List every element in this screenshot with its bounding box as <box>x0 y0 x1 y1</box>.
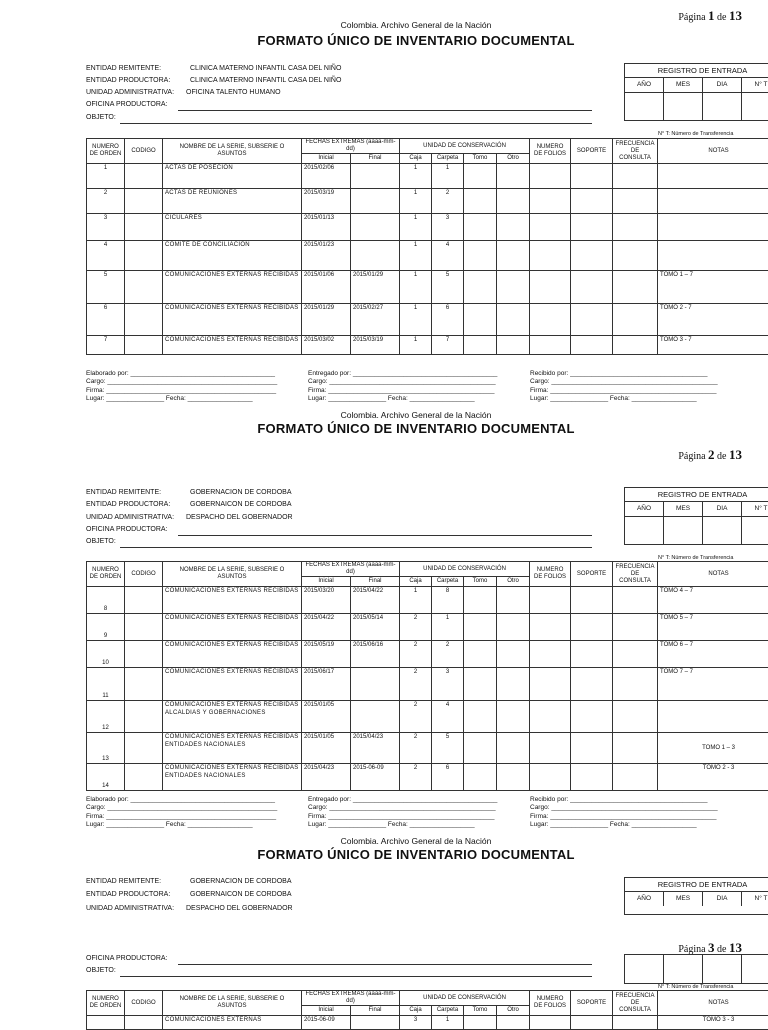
registro-entrada-box <box>624 63 768 121</box>
page-number: Página 1 de 13 <box>678 8 742 24</box>
registro-entrada-title: REGISTRO DE ENTRADA <box>625 488 768 502</box>
reg-col-dia: DIA <box>703 502 742 516</box>
th-numero-folios: NUMERO DE FOLIOS <box>530 991 571 1016</box>
table-row: 1 ACTAS DE POSECION 2015/02/06 1 1 <box>87 164 768 189</box>
th-tomo: Tomo <box>464 1006 497 1016</box>
table-row: 14 COMUNICACIONES EXTERNAS RECIBIDAS ENTIDADES NACIONALES 2015/04/23 2015-06-09 2 6 TOMO 2 - 3 <box>87 764 768 791</box>
registro-entrada-title: REGISTRO DE ENTRADA <box>625 878 768 892</box>
registro-entrada-box <box>624 877 768 915</box>
table-row: 13 COMUNICACIONES EXTERNAS RECIBIDAS ENTIDADES NACIONALES 2015/01/05 2015/04/23 2 5 TOMO 1 – 3 <box>87 733 768 764</box>
objeto-line <box>120 976 592 977</box>
footer-elaborado: Elaborado por: ________________________________________ Cargo: _______________________________________________ Firma: _______________________________________________ Lugar: ________________ Fecha: __________________ <box>86 796 277 829</box>
th-final: Final <box>351 577 400 587</box>
document-title: FORMATO ÚNICO DE INVENTARIO DOCUMENTAL <box>0 421 768 436</box>
table-row: 12 COMUNICACIONES EXTERNAS RECIBIDAS ALCALDIAS Y GOBERNACIONES 2015/01/05 2 4 <box>87 701 768 733</box>
entidad-productora: ENTIDAD PRODUCTORA: CLINICA MATERNO INFANTIL CASA DEL NIÑO <box>86 77 170 84</box>
table-row: 10 COMUNICACIONES EXTERNAS RECIBIDAS 2015/05/19 2015/06/16 2 2 TOMO 6 – 7 <box>87 641 768 668</box>
archive-header: Colombia. Archivo General de la Nación <box>0 20 768 30</box>
objeto: OBJETO: <box>86 538 116 545</box>
entidad-remitente: ENTIDAD REMITENTE: GOBERNACION DE CORDOBA <box>86 489 161 496</box>
archive-header: Colombia. Archivo General de la Nación <box>0 836 768 846</box>
table-row: 4 COMITE DE CONCILIACION 2015/01/23 1 4 <box>87 241 768 271</box>
th-unidad-conservacion: UNIDAD DE CONSERVACIÓN <box>400 562 530 577</box>
entidad-productora: ENTIDAD PRODUCTORA: GOBERNAICON DE CORDOBA <box>86 891 170 898</box>
nt-note: N° T: Número de Transferencia <box>658 984 733 990</box>
table-row: 6 COMUNICACIONES EXTERNAS RECIBIDAS 2015/01/29 2015/02/27 1 6 TOMO 2 - 7 <box>87 304 768 336</box>
footer-entregado: Entregado por: ________________________________________ Cargo: ______________________________________________ Firma: ______________________________________________ Lugar: ________________ Fecha: __________________ <box>308 370 497 403</box>
oficina-productora: OFICINA PRODUCTORA: <box>86 101 168 108</box>
th-caja: Caja <box>400 577 432 587</box>
th-carpeta: Carpeta <box>432 154 464 164</box>
entidad-remitente: ENTIDAD REMITENTE: GOBERNACION DE CORDOBA <box>86 878 161 885</box>
table-row: COMUNICACIONES EXTERNAS 2015-06-09 3 1 TOMO 3 - 3 <box>87 1016 768 1030</box>
reg-col-mes: MES <box>664 502 703 516</box>
th-frecuencia: FRECUENCIA DE CONSULTA <box>613 139 658 164</box>
th-otro: Otro <box>497 154 530 164</box>
reg-col-ano: AÑO <box>625 502 664 516</box>
footer-entregado: Entregado por: ________________________________________ Cargo: ______________________________________________ Firma: ______________________________________________ Lugar: ________________ Fecha: __________________ <box>308 796 497 829</box>
reg-col-dia: DIA <box>703 892 742 906</box>
th-final: Final <box>351 1006 400 1016</box>
unidad-administrativa: UNIDAD ADMINISTRATIVA: DESPACHO DEL GOBERNADOR <box>86 905 174 912</box>
th-numero-orden: NUMERO DE ORDEN <box>87 139 125 164</box>
oficina-productora-line <box>178 964 592 965</box>
nt-note: N° T: Número de Transferencia <box>658 555 733 561</box>
th-otro: Otro <box>497 1006 530 1016</box>
th-codigo: CODIGO <box>125 991 163 1016</box>
th-tomo: Tomo <box>464 154 497 164</box>
th-otro: Otro <box>497 577 530 587</box>
th-nombre-serie: NOMBRE DE LA SERIE, SUBSERIE O ASUNTOS <box>163 139 302 164</box>
footer-recibido: Recibido por: ______________________________________ Cargo: ______________________________________________ Firma: ______________________________________________ Lugar: ________________ Fecha: __________________ <box>530 796 718 829</box>
document-title: FORMATO ÚNICO DE INVENTARIO DOCUMENTAL <box>0 33 768 48</box>
th-nombre-serie: NOMBRE DE LA SERIE, SUBSERIE O ASUNTOS <box>163 562 302 587</box>
unidad-administrativa: UNIDAD ADMINISTRATIVA: DESPACHO DEL GOBERNADOR <box>86 514 174 521</box>
oficina-productora-line <box>178 535 592 536</box>
footer-recibido: Recibido por: ______________________________________ Cargo: ______________________________________________ Firma: ______________________________________________ Lugar: ________________ Fecha: __________________ <box>530 370 718 403</box>
th-caja: Caja <box>400 154 432 164</box>
th-fechas-extremas: FECHAS EXTREMAS (aaaa-mm-dd) <box>302 562 400 577</box>
th-inicial: Inicial <box>302 577 351 587</box>
th-unidad-conservacion: UNIDAD DE CONSERVACIÓN <box>400 991 530 1006</box>
oficina-productora: OFICINA PRODUCTORA: <box>86 955 168 962</box>
th-unidad-conservacion: UNIDAD DE CONSERVACIÓN <box>400 139 530 154</box>
reg-col-mes: MES <box>664 78 703 92</box>
th-numero-folios: NUMERO DE FOLIOS <box>530 139 571 164</box>
th-soporte: SOPORTE <box>571 991 613 1016</box>
th-numero-orden: NUMERO DE ORDEN <box>87 991 125 1016</box>
page-number: Página 2 de 13 <box>678 447 742 463</box>
th-fechas-extremas: FECHAS EXTREMAS (aaaa-mm-dd) <box>302 139 400 154</box>
th-nombre-serie: NOMBRE DE LA SERIE, SUBSERIE O ASUNTOS <box>163 991 302 1016</box>
inventory-table <box>86 138 768 355</box>
reg-col-dia: DIA <box>703 78 742 92</box>
th-tomo: Tomo <box>464 577 497 587</box>
th-notas: NOTAS <box>658 139 768 164</box>
objeto: OBJETO: <box>86 114 116 121</box>
footer-elaborado: Elaborado por: ________________________________________ Cargo: _______________________________________________ Firma: _______________________________________________ Lugar: ________________ Fecha: __________________ <box>86 370 277 403</box>
reg-col-nt: N° T <box>742 502 768 516</box>
objeto-line <box>120 547 592 548</box>
th-frecuencia: FRECUENCIA DE CONSULTA <box>613 991 658 1016</box>
th-soporte: SOPORTE <box>571 562 613 587</box>
reg-col-nt: N° T <box>742 892 768 906</box>
entidad-productora: ENTIDAD PRODUCTORA: GOBERNAICON DE CORDOBA <box>86 501 170 508</box>
table-row: 5 COMUNICACIONES EXTERNAS RECIBIDAS 2015/01/06 2015/01/29 1 5 TOMO 1 – 7 <box>87 271 768 304</box>
inventory-table <box>86 990 768 1030</box>
objeto: OBJETO: <box>86 967 116 974</box>
unidad-administrativa: UNIDAD ADMINISTRATIVA: OFICINA TALENTO HUMANO <box>86 89 174 96</box>
registro-entrada-box <box>624 487 768 545</box>
th-codigo: CODIGO <box>125 139 163 164</box>
th-frecuencia: FRECUENCIA DE CONSULTA <box>613 562 658 587</box>
table-row: 9 COMUNICACIONES EXTERNAS RECIBIDAS 2015/04/22 2015/05/14 2 1 TOMO 5 – 7 <box>87 614 768 641</box>
th-numero-folios: NUMERO DE FOLIOS <box>530 562 571 587</box>
reg-col-ano: AÑO <box>625 78 664 92</box>
th-fechas-extremas: FECHAS EXTREMAS (aaaa-mm-dd) <box>302 991 400 1006</box>
table-row: 8 COMUNICACIONES EXTERNAS RECIBIDAS 2015/03/20 2015/04/22 1 8 TOMO 4 – 7 <box>87 587 768 614</box>
th-caja: Caja <box>400 1006 432 1016</box>
th-inicial: Inicial <box>302 154 351 164</box>
th-codigo: CODIGO <box>125 562 163 587</box>
reg-col-nt: N° T <box>742 78 768 92</box>
table-row: 2 ACTAS DE REUNIONES 2015/03/19 1 2 <box>87 189 768 214</box>
table-row: 3 CICULARES 2015/01/13 1 3 <box>87 214 768 241</box>
nt-note: N° T: Número de Transferencia <box>658 131 733 137</box>
table-row: 7 COMUNICACIONES EXTERNAS RECIBIDAS 2015/03/02 2015/03/19 1 7 TOMO 3 - 7 <box>87 336 768 355</box>
archive-header: Colombia. Archivo General de la Nación <box>0 410 768 420</box>
reg-col-ano: AÑO <box>625 892 664 906</box>
th-notas: NOTAS <box>658 991 768 1016</box>
registro-entrada-title: REGISTRO DE ENTRADA <box>625 64 768 78</box>
th-final: Final <box>351 154 400 164</box>
registro-entrada-values <box>624 954 768 984</box>
inventory-table <box>86 561 768 791</box>
objeto-line <box>120 123 592 124</box>
oficina-productora: OFICINA PRODUCTORA: <box>86 526 168 533</box>
th-numero-orden: NUMERO DE ORDEN <box>87 562 125 587</box>
th-carpeta: Carpeta <box>432 1006 464 1016</box>
entidad-remitente: ENTIDAD REMITENTE: CLINICA MATERNO INFANTIL CASA DEL NIÑO <box>86 65 161 72</box>
th-notas: NOTAS <box>658 562 768 587</box>
document-title: FORMATO ÚNICO DE INVENTARIO DOCUMENTAL <box>0 847 768 862</box>
page-number: Página 3 de 13 <box>678 940 742 956</box>
th-soporte: SOPORTE <box>571 139 613 164</box>
th-inicial: Inicial <box>302 1006 351 1016</box>
table-row: 11 COMUNICACIONES EXTERNAS RECIBIDAS 2015/06/17 2 3 TOMO 7 – 7 <box>87 668 768 701</box>
oficina-productora-line <box>178 110 592 111</box>
th-carpeta: Carpeta <box>432 577 464 587</box>
reg-col-mes: MES <box>664 892 703 906</box>
